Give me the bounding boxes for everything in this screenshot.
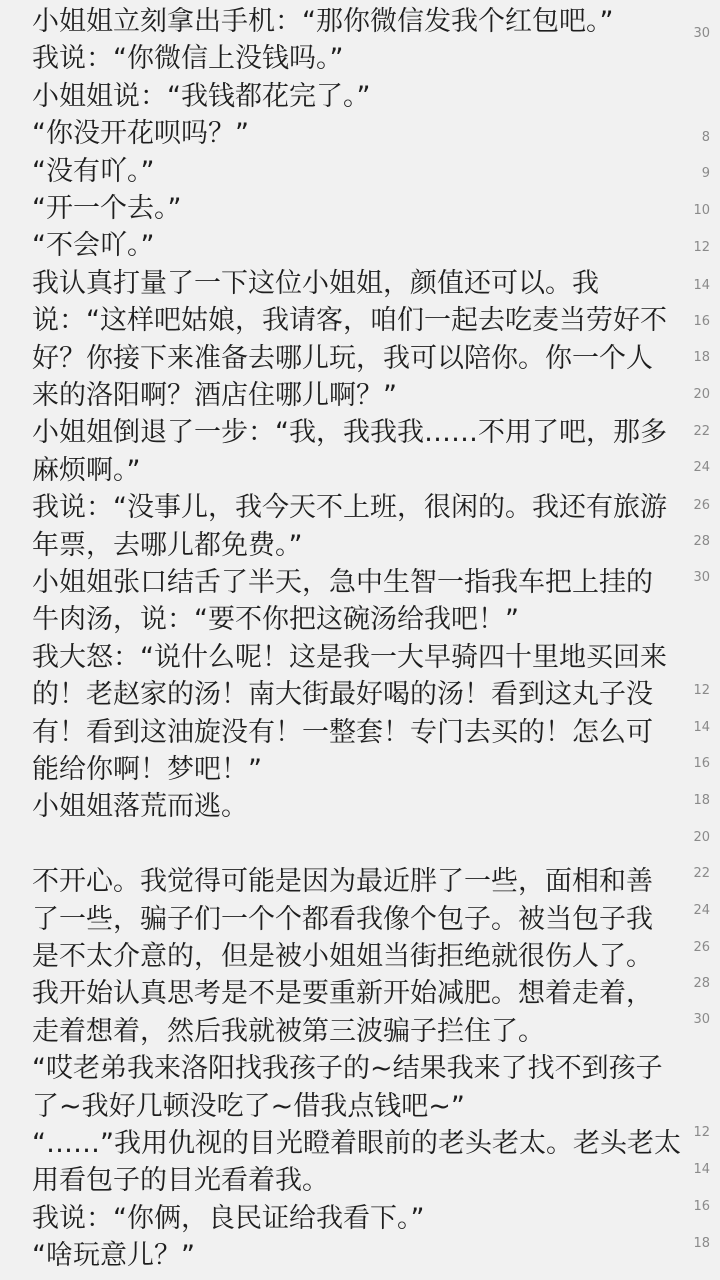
text-line: 我说：“你俩，良民证给我看下。” xyxy=(32,1202,425,1234)
text-line: 说：“这样吧姑娘，我请客，咱们一起去吃麦当劳好不 xyxy=(32,305,667,337)
margin-line-number: 16 xyxy=(693,756,710,771)
margin-line-number: 26 xyxy=(693,940,710,955)
text-line: “……”我用仇视的目光瞪着眼前的老头老太。老头老太 xyxy=(32,1128,681,1159)
margin-line-number: 24 xyxy=(693,460,710,475)
margin-line-number: 20 xyxy=(693,830,710,845)
text-line: 走着想着，然后我就被第三波骗子拦住了。 xyxy=(32,1015,545,1047)
margin-line-number: 30 xyxy=(693,570,710,585)
text-line: 的！老赵家的汤！南大街最好喝的汤！看到这丸子没 xyxy=(32,679,653,711)
margin-line-number: 12 xyxy=(693,683,710,698)
text-line: 我开始认真思考是不是要重新开始减肥。想着走着， xyxy=(32,978,653,1010)
margin-line-number: 20 xyxy=(693,387,710,402)
margin-line-number: 16 xyxy=(693,1199,710,1214)
margin-line-number: 28 xyxy=(693,534,710,549)
text-line: 我说：“没事儿，我今天不上班，很闲的。我还有旅游 xyxy=(32,492,667,524)
text-line: “不会吖。” xyxy=(32,230,155,262)
text-line: 牛肉汤，说：“要不你把这碗汤给我吧！” xyxy=(32,604,519,636)
margin-line-number: 22 xyxy=(693,424,710,439)
text-line: 了~我好几顿没吃了~借我点钱吧~” xyxy=(32,1090,465,1122)
margin-line-number: 28 xyxy=(693,976,710,991)
text-line: “没有吖。” xyxy=(32,155,155,187)
margin-line-number: 18 xyxy=(693,1236,710,1251)
text-line: 麻烦啊。” xyxy=(32,454,141,486)
text-line: 我大怒：“说什么呢！这是我一大早骑四十里地买回来 xyxy=(32,641,667,673)
margin-line-number: 30 xyxy=(693,26,710,41)
margin-line-number: 18 xyxy=(693,350,710,365)
text-line: 小姐姐说：“我钱都花完了。” xyxy=(32,80,371,112)
margin-line-number: 18 xyxy=(693,793,710,808)
text-line: 是不太介意的，但是被小姐姐当街拒绝就很伤人了。 xyxy=(32,941,653,972)
text-line: 我说：“你微信上没钱吗。” xyxy=(32,43,344,75)
margin-line-number: 12 xyxy=(693,1125,710,1140)
text-line: “哎老弟我来洛阳找我孩子的~结果我来了找不到孩子 xyxy=(32,1053,663,1085)
text-line: 年票，去哪儿都免费。” xyxy=(32,529,303,561)
margin-line-number: 9 xyxy=(701,166,710,181)
text-line: “啥玩意儿？” xyxy=(32,1240,195,1272)
text-line: 有！看到这油旋没有！一整套！专门去买的！怎么可 xyxy=(32,716,653,748)
text-line: 不开心。我觉得可能是因为最近胖了一些，面相和善 xyxy=(32,866,653,898)
text-line: 好？你接下来准备去哪儿玩，我可以陪你。你一个人 xyxy=(32,342,653,374)
text-line: 用看包子的目光看着我。 xyxy=(32,1165,329,1197)
text-line: 来的洛阳啊？酒店住哪儿啊？” xyxy=(32,380,397,411)
margin-line-number: 14 xyxy=(693,278,710,293)
text-line: 小姐姐倒退了一步：“我，我我我……不用了吧，那多 xyxy=(32,417,667,449)
text-line: 小姐姐立刻拿出手机：“那你微信发我个红包吧。” xyxy=(32,6,614,37)
margin-line-number: 30 xyxy=(693,1012,710,1027)
margin-line-number: 14 xyxy=(693,720,710,735)
margin-line-number: 26 xyxy=(693,498,710,513)
margin-line-number: 16 xyxy=(693,314,710,329)
margin-line-number: 22 xyxy=(693,866,710,881)
text-line: 小姐姐落荒而逃。 xyxy=(32,791,248,823)
margin-line-number: 14 xyxy=(693,1162,710,1177)
text-line: 我认真打量了一下这位小姐姐，颜值还可以。我 xyxy=(32,267,599,299)
text-line: 能给你啊！梦吧！” xyxy=(32,754,262,785)
margin-line-number: 24 xyxy=(693,903,710,918)
text-line: “开一个去。” xyxy=(32,193,182,224)
text-line: 了一些，骗子们一个个都看我像个包子。被当包子我 xyxy=(32,903,653,935)
margin-line-number: 10 xyxy=(693,203,710,218)
margin-line-number: 12 xyxy=(693,240,710,255)
text-line: 小姐姐张口结舌了半天，急中生智一指我车把上挂的 xyxy=(32,567,653,598)
text-line: “你没开花呗吗？” xyxy=(32,118,249,150)
margin-line-number: 8 xyxy=(701,130,710,145)
